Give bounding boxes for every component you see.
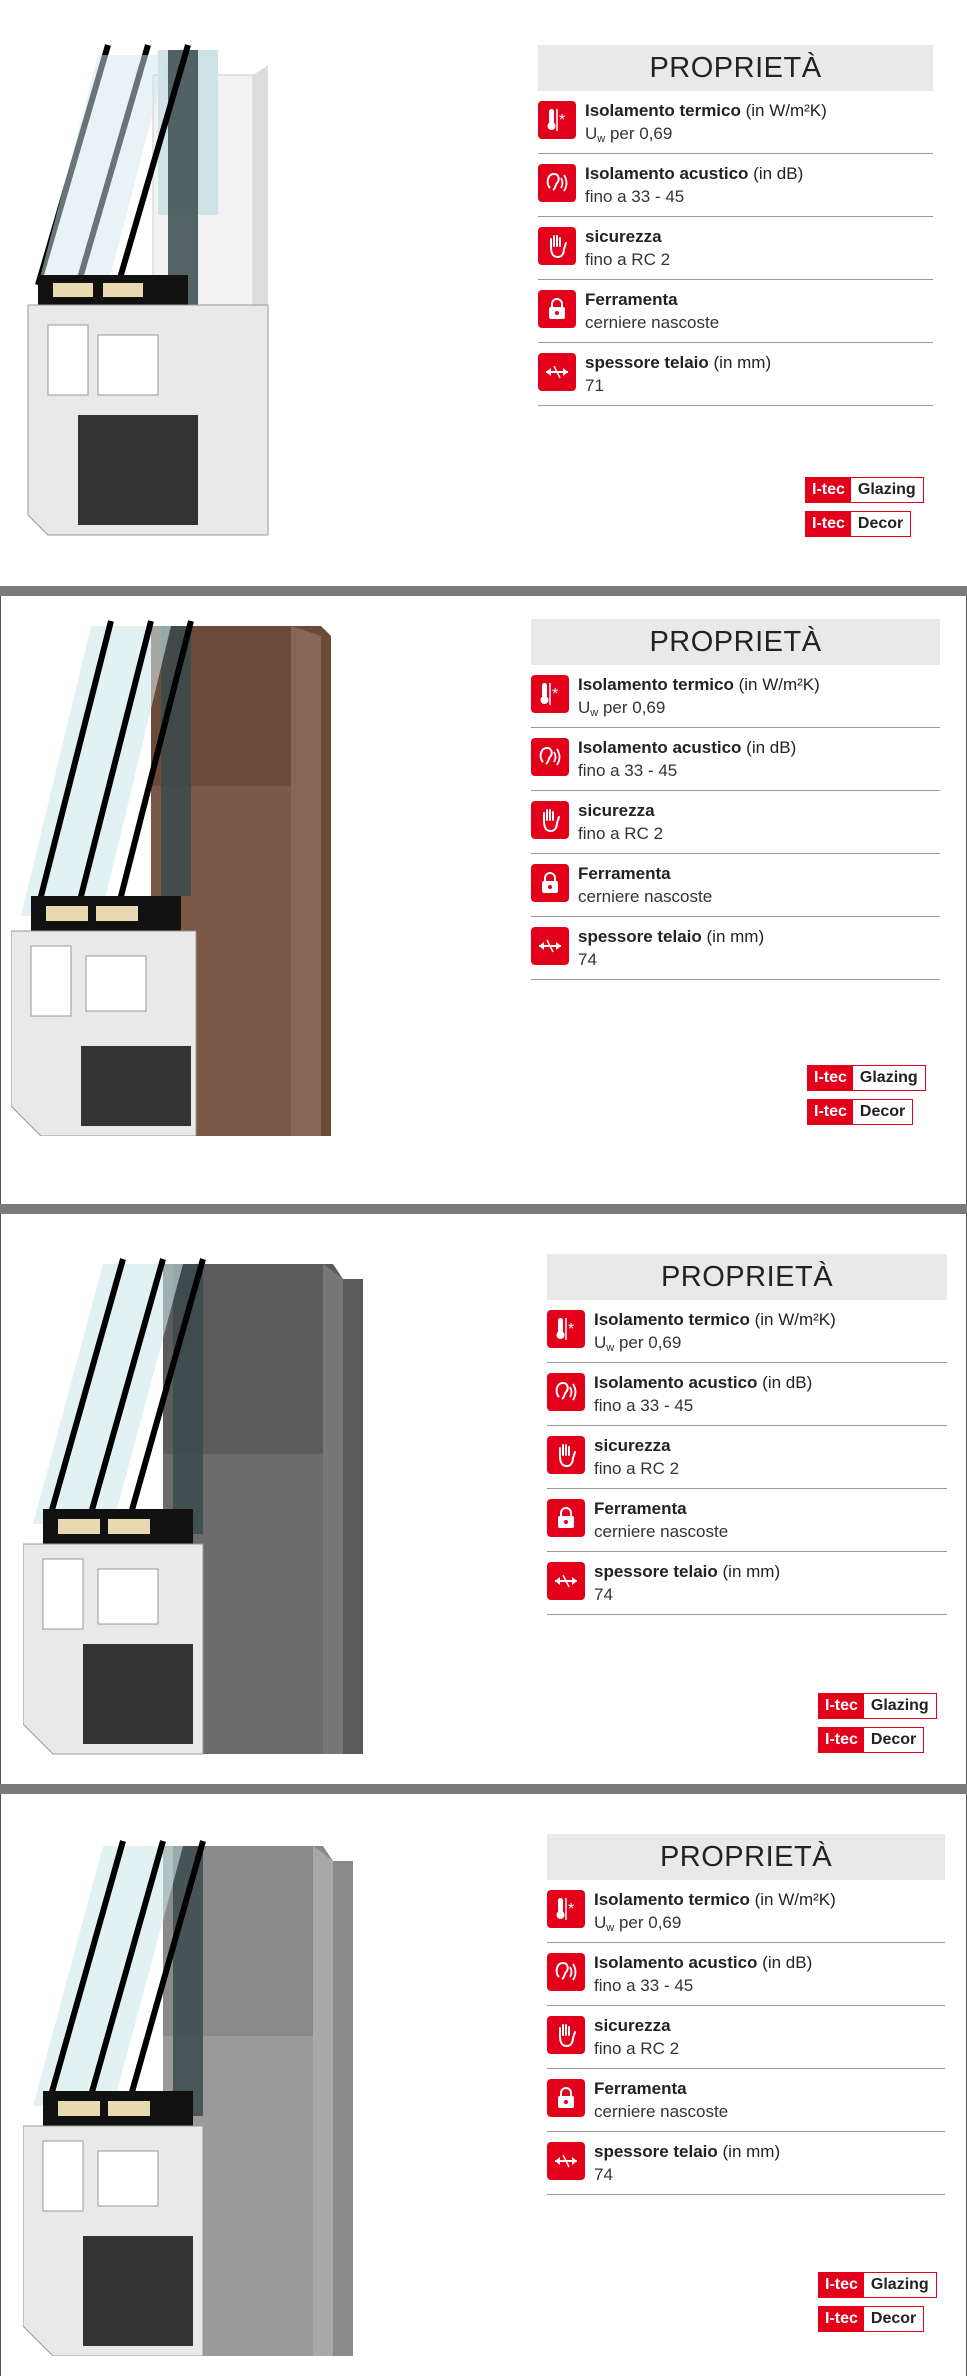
product-panel-2 [0,596,967,1204]
prop-unit: (in mm) [708,353,772,372]
prop-label: spessore telaio [578,927,702,946]
prop-label: Isolamento termico [594,1310,750,1329]
measure-arrows-icon [547,1562,585,1600]
hand-stop-icon [531,801,569,839]
measure-arrows-icon [547,2142,585,2180]
prop-value: U [578,698,591,717]
prop-value: fino a 33 - 45 [578,761,678,780]
prop-row-thermal [547,1880,945,1943]
hand-stop-icon [538,227,576,265]
prop-value: fino a RC 2 [585,250,671,269]
prop-value: fino a 33 - 45 [594,1396,694,1415]
ear-sound-icon [538,164,576,202]
panel-separator [0,1204,967,1214]
prop-value-post: per 0,69 [605,124,673,143]
properties-title: PROPRIETÀ [531,619,940,665]
prop-unit: (in dB) [748,164,804,183]
window-profile-image [23,1836,363,2356]
prop-row-acoustic [531,728,940,791]
hand-stop-icon [547,1436,585,1474]
prop-label: sicurezza [585,227,662,246]
prop-label: Isolamento termico [594,1890,750,1909]
prop-unit: (in W/m²K) [749,1890,836,1909]
prop-row-thermal [531,665,940,728]
itec-glazing-badge: I-tec Glazing [805,477,924,503]
window-profile-image [23,1254,363,1764]
prop-value: fino a 33 - 45 [594,1976,694,1995]
prop-label: Ferramenta [594,2079,687,2098]
prop-value-sub: w [606,1342,615,1354]
prop-row-thermal [547,1300,947,1363]
properties-title: PROPRIETÀ [538,45,933,91]
itec-glazing-badge: I-tec Glazing [807,1065,926,1091]
lock-icon [547,1499,585,1537]
panel-separator [0,1784,967,1794]
product-panel-3 [0,1214,967,1784]
prop-label: sicurezza [594,2016,671,2035]
prop-row-acoustic [538,154,933,217]
prop-row-hardware [547,2069,945,2132]
properties-box [547,1254,947,1615]
prop-value: U [594,1333,607,1352]
prop-unit: (in dB) [757,1953,813,1972]
prop-unit: (in W/m²K) [740,101,827,120]
prop-value: 71 [585,376,604,395]
ear-sound-icon [547,1953,585,1991]
prop-value: fino a RC 2 [578,824,664,843]
svg-text:*: * [568,1901,575,1918]
properties-box [531,619,940,980]
prop-unit: (in W/m²K) [749,1310,836,1329]
prop-value: cerniere nascoste [578,887,713,906]
prop-value: U [585,124,598,143]
properties-box [538,45,933,406]
lock-icon [531,864,569,902]
prop-label: Isolamento acustico [594,1373,758,1392]
measure-arrows-icon [538,353,576,391]
ear-sound-icon [547,1373,585,1411]
properties-title: PROPRIETÀ [547,1254,947,1300]
prop-label: sicurezza [594,1436,671,1455]
prop-label: Ferramenta [594,1499,687,1518]
prop-value: 74 [594,2165,613,2184]
svg-text:*: * [568,1321,575,1338]
prop-unit: (in mm) [717,1562,781,1581]
measure-arrows-icon [531,927,569,965]
properties-title: PROPRIETÀ [547,1834,945,1880]
prop-value-post: per 0,69 [614,1913,682,1932]
prop-label: spessore telaio [594,1562,718,1581]
prop-row-frame-thickness [531,917,940,980]
prop-label: spessore telaio [585,353,709,372]
prop-value: fino a RC 2 [594,1459,680,1478]
prop-row-hardware [531,854,940,917]
prop-row-frame-thickness [538,343,933,406]
lock-icon [547,2079,585,2117]
prop-row-acoustic [547,1943,945,2006]
itec-decor-badge: I-tec Decor [805,511,911,537]
prop-value: 74 [594,1585,613,1604]
prop-label: Ferramenta [585,290,678,309]
thermometer-icon [547,1310,585,1348]
prop-label: Isolamento termico [578,675,734,694]
prop-value: U [594,1913,607,1932]
thermometer-icon [531,675,569,713]
prop-row-hardware [538,280,933,343]
itec-decor-badge: I-tec Decor [818,1727,924,1753]
prop-row-hardware [547,1489,947,1552]
svg-text:*: * [552,686,559,703]
prop-row-security [538,217,933,280]
svg-text:*: * [559,112,566,129]
prop-row-acoustic [547,1363,947,1426]
prop-row-security [547,1426,947,1489]
panel-separator [0,586,967,596]
prop-row-frame-thickness [547,1552,947,1615]
prop-row-security [547,2006,945,2069]
window-profile-image [18,35,358,545]
prop-unit: (in dB) [757,1373,813,1392]
prop-value-post: per 0,69 [598,698,666,717]
prop-unit: (in W/m²K) [733,675,820,694]
thermometer-icon [547,1890,585,1928]
prop-unit: (in mm) [701,927,765,946]
prop-row-thermal [538,91,933,154]
prop-value-sub: w [606,1922,615,1934]
prop-label: Isolamento termico [585,101,741,120]
prop-value-post: per 0,69 [614,1333,682,1352]
prop-label: Isolamento acustico [585,164,749,183]
lock-icon [538,290,576,328]
prop-value: cerniere nascoste [585,313,720,332]
prop-unit: (in mm) [717,2142,781,2161]
prop-value-sub: w [590,707,599,719]
window-profile-image [11,616,351,1136]
prop-label: spessore telaio [594,2142,718,2161]
itec-glazing-badge: I-tec Glazing [818,1693,937,1719]
ear-sound-icon [531,738,569,776]
prop-label: Isolamento acustico [578,738,742,757]
prop-label: Isolamento acustico [594,1953,758,1972]
thermometer-icon [538,101,576,139]
prop-value: fino a 33 - 45 [585,187,685,206]
prop-unit: (in dB) [741,738,797,757]
itec-decor-badge: I-tec Decor [807,1099,913,1125]
itec-glazing-badge: I-tec Glazing [818,2272,937,2298]
prop-label: Ferramenta [578,864,671,883]
hand-stop-icon [547,2016,585,2054]
prop-row-security [531,791,940,854]
product-panel-1 [0,0,967,586]
prop-row-frame-thickness [547,2132,945,2195]
prop-value: cerniere nascoste [594,1522,729,1541]
prop-value-sub: w [597,133,606,145]
product-panel-4 [0,1794,967,2376]
prop-value: 74 [578,950,597,969]
prop-value: cerniere nascoste [594,2102,729,2121]
prop-value: fino a RC 2 [594,2039,680,2058]
itec-decor-badge: I-tec Decor [818,2306,924,2332]
properties-box [547,1834,945,2195]
prop-label: sicurezza [578,801,655,820]
